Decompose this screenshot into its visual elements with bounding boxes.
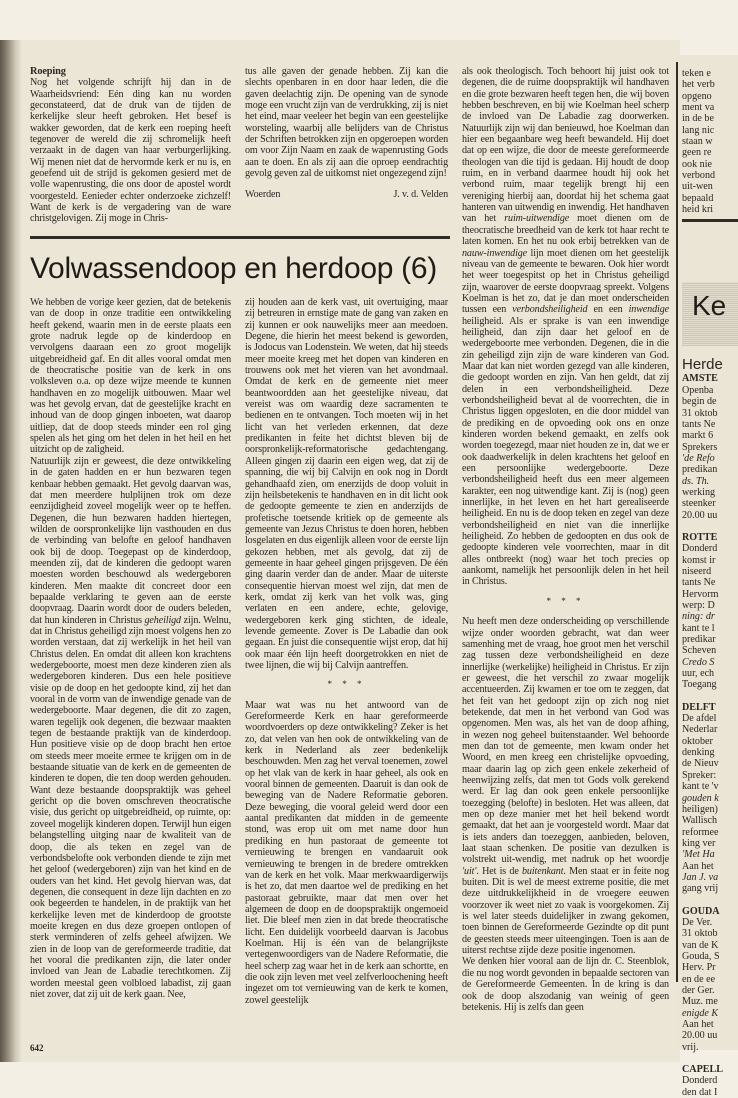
text-line: gang vrij xyxy=(682,883,719,895)
text-line: 'Met Ha xyxy=(682,849,715,861)
text-line: Nederlar xyxy=(682,724,718,736)
article-divider xyxy=(30,236,450,239)
text-line: 20.00 uu xyxy=(682,1030,718,1042)
text-line: king ver xyxy=(682,837,716,849)
text-line: werking xyxy=(682,486,716,498)
text-line: vrij. xyxy=(682,1041,699,1053)
event-city: DELFT xyxy=(682,701,716,713)
text-line: Aan het xyxy=(682,1019,714,1031)
side-box-heading xyxy=(682,282,738,346)
text-line: opgeno xyxy=(682,90,712,102)
text-line: Scheven xyxy=(682,645,717,657)
text-line: der Ger. xyxy=(682,985,715,996)
text-line: reformee xyxy=(682,826,719,838)
article-column-2 xyxy=(245,297,448,1006)
text-line: uit-wen xyxy=(682,181,713,193)
body-text xyxy=(30,297,231,1000)
body-text xyxy=(245,700,448,1006)
spacer xyxy=(682,521,738,532)
text-line: geen re xyxy=(682,147,712,159)
text-line: De afdel xyxy=(682,713,717,725)
italic-term: verbondsheiligheid xyxy=(512,304,588,316)
spacer xyxy=(682,691,738,702)
signature-place: Woerden xyxy=(245,189,281,201)
text-line: niseerd xyxy=(682,565,712,577)
body-text xyxy=(245,66,448,179)
text-line: enigde K xyxy=(682,1007,719,1019)
text-line: Aan het xyxy=(682,860,714,872)
side-divider xyxy=(682,219,738,222)
text-line: heid kri xyxy=(682,204,714,216)
column-divider xyxy=(676,62,678,982)
text-line: lang nic xyxy=(682,124,715,136)
text-line: predikan xyxy=(682,464,718,476)
text-line: Sprekers xyxy=(682,441,718,453)
text-line: gouden k xyxy=(682,792,719,804)
text-line: Herv. Pr xyxy=(682,962,716,974)
text-line: staan w xyxy=(682,136,713,148)
text-line: en de ee xyxy=(682,973,716,985)
text-line: steenker xyxy=(682,498,716,510)
section-separator: * * * xyxy=(327,679,366,690)
text-line: Spreker: xyxy=(682,769,717,781)
event-city: CAPELL xyxy=(682,1064,723,1076)
body-text xyxy=(30,77,231,224)
text-line: De Ver. xyxy=(682,916,713,928)
text-line: het verb xyxy=(682,79,715,91)
paragraph: We hebben de vorige keer gezien, dat de betekenis van de doop in onze traditie een ontwikkeling heeft gekend, waarin men in de eerste plaats een grote nadruk legde op de kinderdoop en vervolgens daaraan een zo groot mogelijk uitgebreidheid gaf. En dit alles vooral omdat men de theocratische positie van de kerk in ons volksleven o.a. op deze wijze meende te kunnen handhaven en zo mogelijk uitbouwen. Maar wel was het gevolg ervan, dat de geestelijke kracht en inhoud van de doop gingen inboeten, wat daarop uitliep, dat de doop steeds minder een rol ging spelen als het ging om het delen in het heil en het uitzicht op de zaligheid. xyxy=(30,297,231,456)
italic-term: nauw-inwendige xyxy=(462,247,528,259)
paragraph: Maar wat was nu het antwoord van de Gereformeerde Kerk en haar gereformeerde woordvoerders op deze ontwikkeling? Zeker is het zo, dat velen van hen ook de ontwikkeling van de kerk in Nederland als zeer bedenkelijk beschouwden. Men zag het verval toenemen, zowel op het vlak van de kerk in haar geheel, als ook en vooral binnen de gemeenten. Daaruit is dan ook de beweging van de Nadere Reformatie geboren. Deze beweging, die vooral geleid werd door een aantal predikanten dat midden in de gemeente stond, was erop uit om met name door hun prediking en hun pastoraat de gemeente tot vernieuwing te brengen en vandaaruit ook vernieuwing te brengen in de bredere omtrekken van de kerk en het volk. Maar merkwaardigerwijs is het zo, dat men daartoe wel de prediking en het pastoraat gebruikte, maar dat men over het algemeen de doop en de doopspraktijk ongemoeid liet. Die bleef men zien in dat brede theocratische licht. Een duidelijk voorbeeld daarvan is Jacobus Koelman. Hij is één van de belangrijkste vertegenwoordigers van de Nadere Reformatie, die heel scherp zag waar het in de kerk aan schortte, en die ook zijn leven met veel zelfverloochening heeft ingezet om tot vernieuwing van de kerk te komen, zowel geestelijk xyxy=(245,699,448,1006)
page-number: 642 xyxy=(30,1043,44,1053)
text-line: 20.00 uu xyxy=(682,509,718,521)
text-line: uur, ech xyxy=(682,668,715,680)
text-line: de Nieuv xyxy=(682,758,719,770)
text-line: Gouda, S xyxy=(682,950,720,962)
text-line: Credo S xyxy=(682,656,715,668)
section-separator: * * * xyxy=(546,595,585,606)
side-section-title: Herde xyxy=(682,356,723,374)
roeping-column-1 xyxy=(30,66,231,225)
paragraph: Nog het volgende schrijft hij dan in de Waarheidsvriend: Eén ding kan nu worden geconstateerd, dat de druk van de tijden de kerkelijke sleur heeft gebroken. Het besef is wakker geworden, dat de kerk een roeping heeft tegenover de wereld die zij schromelijk heeft verzaakt in de dagen van haar verburgerlijking. Wij menen niet dat de hervormde kerk er nu is, en geoefend uit de strijd is gekomen gesierd met de volle wapenrusting, die ons door de apostel wordt voorgesteld. Eenieder echter onderzoeke zichzelf! Want de kerk is de vergadering van de ware christgelovigen. Zij moge in Chris- xyxy=(30,77,231,225)
text-line: begin de xyxy=(682,396,717,408)
article-column-3 xyxy=(462,66,669,1013)
text-line: den dat I xyxy=(682,1086,718,1098)
text-line: markt 6 xyxy=(682,430,714,442)
text-line: kant te 'v xyxy=(682,781,719,793)
spacer xyxy=(682,895,738,906)
side-box-title: Ke xyxy=(692,290,727,322)
text-line: ds. Th. xyxy=(682,475,710,487)
text-line: Toegang xyxy=(682,679,717,691)
event-city: ROTTE xyxy=(682,531,718,543)
text-line: werp: D xyxy=(682,600,715,611)
text-line: ment va xyxy=(682,102,715,114)
article-title: Volwassendoop en herdoop (6) xyxy=(30,252,437,285)
side-entries xyxy=(682,373,738,1098)
text-line: ook nie xyxy=(682,158,712,170)
body-text xyxy=(245,297,448,671)
paragraph: We denken hier vooral aan de lijn dr. C. Steenblok, die nu nog wordt gevonden in bepaalde sectoren van de Gereformeerde Gemeenten. In de kring is dan ook de doop alszodanig van weinig of geen betekenis. Hij is zelfs dan geen xyxy=(462,956,669,1013)
text-line: Donderd xyxy=(682,1075,718,1087)
paragraph: tus alle gaven der genade hebben. Zij kan die slechts openbaren in en door haar leden, die die gaven deelachtig zijn. De opening van de synode moge een vrucht zijn van de verdrukking, zij is niet het eind, maar veeleer het begin van een geestelijke worsteling, waarbij alle belijders van de Christus der Schriften betrokken zijn en opgeroepen worden om voor Zijn Naam en zaak de wapenrusting Gods aan te doen. En als zij aan die oproep eendrachtig gevolg geven zal de uitkomst niet ongezegend zijn! xyxy=(245,66,448,180)
section-heading: Roeping xyxy=(30,66,66,77)
text-line: Openba xyxy=(682,384,714,396)
text-line: 31 oktob xyxy=(682,928,718,940)
page-fold-shadow xyxy=(0,40,22,1062)
body-text xyxy=(462,66,669,588)
text-line: predikar xyxy=(682,634,716,646)
paragraph: Natuurlijk zijn er geweest, die deze ontwikkeling in de gaten hadden en er hun bezwaren tegen kenbaar hebben gemaakt. Het gevolg daarvan was, dat men meerdere hulplijnen trok om deze eenzijdigheid zoveel mogelijk weer op te heffen. Degenen, die hun bezwaren hadden hiertegen, wilden de oorspronkelijke lijn vasthouden en dus de verbinding van belofte en geloof handhaven ook bij de doop. Toegepast op de kinderdoop, meenden zij, dat de kinderen die gedoopt waren moesten worden beschouwd als wedergeboren kinderen. Men maakte dit concreet door een bepaalde verklaring te geven aan de eerste doopvraag. Daarin wordt door de ouders beleden, dat hun kinderen in Christus geheiligd zijn. Welnu, dat in Christus geheiligd zijn moest volgens hen zo worden verstaan, dat zij werkelijk in het heil van Christus delen. En omdat dit alleen kon krachtens wedergeboorte, moest men deze kinderen zien als wedergeboren kinderen. Dus een hele positieve visie op de doop en het gedoopte kind, zij het dan vooral in de vorm van de inwendige genade van de wedergeboorte. Maar degenen, die dit zo zagen, waren tegelijk ook degenen, die bezwaar maakten tegen de bestaande praktijk van de kinderdoop. Hun positieve visie op de doop bracht hen ertoe om steeds meer moeite ermee te krijgen om in de bestaande situatie van de kerk en de gemeenten de kinderen te dopen, die ten doop werden gehouden. Want deze bestaande doopspraktijk was geheel gericht op die boven omschreven theocratische visie, dus gericht op uitgebreidheid, op ruimte, op: zoveel mogelijk kinderen dopen. Terwijl hun eigen belangstelling uitging naar de kwaliteit van de doop, die als teken en zegel van de verbondsbelofte ook verbonden diende te zijn met het geloof (wedergeboren) zijn van het kind en de ouders van het kind. Het gevolg hiervan was, dat degenen, die consequent in deze lijn dachten en zo ook begeerden te handelen, in de praktijk van het kerkelijke leven met de kinderdoop de grootste moeite kregen en dus deze groepen ontlopen of sterk verminderen of zelfs geheel afwijzen. We zien in de loop van de gereformeerde traditie, dat het vooral die predikanten zijn, die later onder invloed van Jean de Labadie terechtkomen. Zij worden meestal geen volbloed labadist, zij gaan niet zover, dat zij uit de kerk gaan. Nee, xyxy=(30,455,231,1000)
text-line: bepaald xyxy=(682,192,714,204)
text-line: 31 oktob xyxy=(682,407,718,419)
paragraph: Nu heeft men deze onderscheiding op verschillende wijze onder woorden gebracht, wat dan weer samenhing met de vraag, hoe groot men het verschil zag tussen deze verbondsheiligheid en deze innerlijke (werkelijke) heiligheid in Christus. Er zijn er geweest, die het verschil zo zwaar mogelijk accentueerden. Zij kwamen er toe om te zeggen, dat het feit van het gedoopt zijn op zich nog niet betekende, dat men in het verbond van God was opgenomen. Men was, als het van de doop afhing, in wezen nog geheel buitenstaander. Wel behoorde men dan tot de gemeente, men kwam onder het Woord, en men kreeg een christelijke opvoeding, maar daarin lag op zich geen enkele zekerheid of heenwijzing zelfs, dat men tot Gods volk gerekend werd. Er lag dan ook geen enkele persoonlijke toezegging (belofte) in besloten. Het was alleen, dat men op deze manier met het heil bekend wordt gemaakt, dat het aan je voorgesteld wordt. Maar dat is iets anders dan toezeggen, aanbieden, beloven, laat staan schenken. De positie van dezulken is volstrekt uit-wendig, met nadruk op het woordje 'uit'. Het is de buitenkant. Men staat er in feite nog buiten. Dit is wel de meest extreme positie, die met deze uitdrukkelijkheid in de vroegere eeuwen voorzover ik weet niet zo vaak is voorgekomen. Zij is wel later steeds duidelijker in zwang gekomen, toen binnen de Gereformeerde Gezindte op dit punt de geesten steeds meer uiteengingen. Toen is aan de uiterst rechtse zijde deze positie ingenomen. xyxy=(462,616,670,957)
text-line: Muz. me xyxy=(682,996,718,1008)
italic-term: buitenkant xyxy=(522,865,564,877)
paragraph: zij houden aan de kerk vast, uit overtuiging, maar zij betreuren in ernstige mate de gang van zaken en zij kunnen er ook nauwelijks meer aan meedoen. Degene, die hierin het meest bekend is geworden, is Jodocus van Lodenstein. We weten, dat hij steeds meer moeite kreeg met het dopen van kinderen en trouwens ook met het vieren van het avondmaal. Omdat de kerk en de gemeente niet meer beantwoordden aan het geestelijke niveau, dat vereist was om waardig deze sacramenten te bedienen en te ontvangen. Toch moeten wij in het licht van het verleden erkennen, dat deze predikanten in feite het dichtst bleven bij de oorspronkelijk-reformatorische gedachtengang. Alleen gingen zij daarin een eigen weg, dat zij de spanning, die wij bij Calvijn en ook nog in Dordt gehandhaafd zien, om enerzijds de doop voluit in zijn heilsbetekenis te handhaven en in dit licht ook de gedoopte gemeente te zien en anderzijds de profetische toetsende kritiek op de gemeente als gemeente van Jezus Christus te doen horen, hebben losgelaten en dus eigenlijk alleen voor de eerste lijn gekozen hebben, met als gevolg, dat zij de gemeente in haar geheel gingen prijsgeven. De één ging daarin verder dan de ander. Maar de uiterste consequentie hiervan moest wel zijn, dat men de kerk, omdat zij kerk van het volk was, ging verlaten en een andere, echte, gelovige, wedergeboren kerk ging stichten, de ideale, levende gemeente. Zover is De Labadie dan ook gegaan. En juist die consequentie wijst erop, dat hij ook maar één lijn heeft doorgetrokken en niet de twee lijnen, die wij bij Calvijn aantreffen. xyxy=(245,297,448,671)
italic-term: 'uit' xyxy=(462,865,477,877)
text-line: Wallisch xyxy=(682,815,718,827)
text-line: komst ir xyxy=(682,554,716,566)
text-line: van de K xyxy=(682,939,719,951)
side-top-text xyxy=(682,68,738,215)
text-line: Donderd xyxy=(682,543,718,555)
italic-term: ruim-uitwendige xyxy=(504,213,570,225)
text-line: ning: dr xyxy=(682,611,715,623)
text-line: denking xyxy=(682,747,715,759)
text-line: Hervorm xyxy=(682,588,719,600)
text-line: in de be xyxy=(682,113,714,125)
text-line: tants Ne xyxy=(682,418,716,430)
text-line: verbond xyxy=(682,170,716,182)
text-line: tants Ne xyxy=(682,577,716,589)
text-line: teken e xyxy=(682,68,711,79)
paragraph: als ook theologisch. Toch behoort hij juist ook tot degenen, die de ruime doopspraktijk wil handhaven en die grote bezwaren heeft tegen hen, die wij boven hebben beschreven, en bij wie Koelman heel scherp de invloed van De Labadie zag doorwerken. Natuurlijk zijn wij dan benieuwd, hoe Koelman dan hier een begaanbare weg heeft bewandeld. Hij doet dat op een wijze, die door de meeste gereformeerde theologen van die tijd is gedaan. Hij houdt de doop ruim, en in verband daarmee houdt hij ook het verbond ruim, maar tegelijk brengt hij een vereniging hierbij aan, doordat hij het schema gaat hanteren van uitwendig en inwendig. Het handhaven van het ruim-uitwendige moet dienen om de theocratische breedheid van de kerk tot haar recht te laten komen. En het nu ook erbij betrekken van de nauw-inwendige lijn moet dienen om het geestelijk niveau van de gemeente te bewaren. Ook hier wordt het weer toegespitst op het in Christus geheiligd zijn, waarover de eerste doopvraag spreekt. Volgens Koelman is het zo, dat je dan moet onderscheiden tussen een verbondsheiligheid en een inwendige heiligheid. Als er sprake is van een inwendige heiligheid, dan zijn daar het geloof en de wedergeboorte mee verbonden. Degenen, die in die zin geheiligd zijn zijn de ware kinderen van God. Maar dat kan niet worden gezegd van alle kinderen, die gedoopt worden en zijn. Van hen geldt, dat zij delen in een verbondsheiligheid. Deze verbondsheiligheid bevat al de voorrechten, die in Christus liggen opgesloten, en die door middel van de prediking en de opvoeding ook ons en onze kinderen worden bekend gemaakt, en zelfs ook worden toegezegd, maar niet houden ze in, dat we er ook daadwerkelijk in delen krachtens het geloof en een persoonlijke wedergeboorte. Deze verbondsheiligheid heeft dus een meer algemeen karakter, een nog uitwendige kant. Zij is (nog) geen innerlijke, in het leven en het hart gerealiseerde heiligheid. En nu is de doop teken en zegel van deze verbondsheiligheid en niet van die innerlijke heiligheid. Zo hebben de gedoopten en dus ook de gedoopte kinderen vele voorrechten, maar in dit alles ontbreekt (nog) waar het toch precies op aankomt, namelijk het persoonlijk delen in het heil in Christus. xyxy=(462,66,669,588)
text-line: Jan J. va xyxy=(682,871,719,883)
spacer xyxy=(682,1053,738,1064)
text-line: heiligen) xyxy=(682,803,718,815)
event-city: GOUDA xyxy=(682,905,720,917)
body-text xyxy=(462,616,669,1013)
text-line: oktober xyxy=(682,735,713,747)
text-line: kant te l xyxy=(682,622,715,634)
italic-term: geheiligd xyxy=(144,614,181,626)
text-line: 'de Refo xyxy=(682,452,715,464)
side-column xyxy=(682,68,738,1098)
signature-author: J. v. d. Velden xyxy=(393,189,448,201)
event-city: AMSTE xyxy=(682,373,718,385)
roeping-column-2 xyxy=(245,66,448,201)
signature xyxy=(245,189,448,200)
italic-term: inwendige xyxy=(628,304,669,316)
article-column-1 xyxy=(30,297,231,1000)
